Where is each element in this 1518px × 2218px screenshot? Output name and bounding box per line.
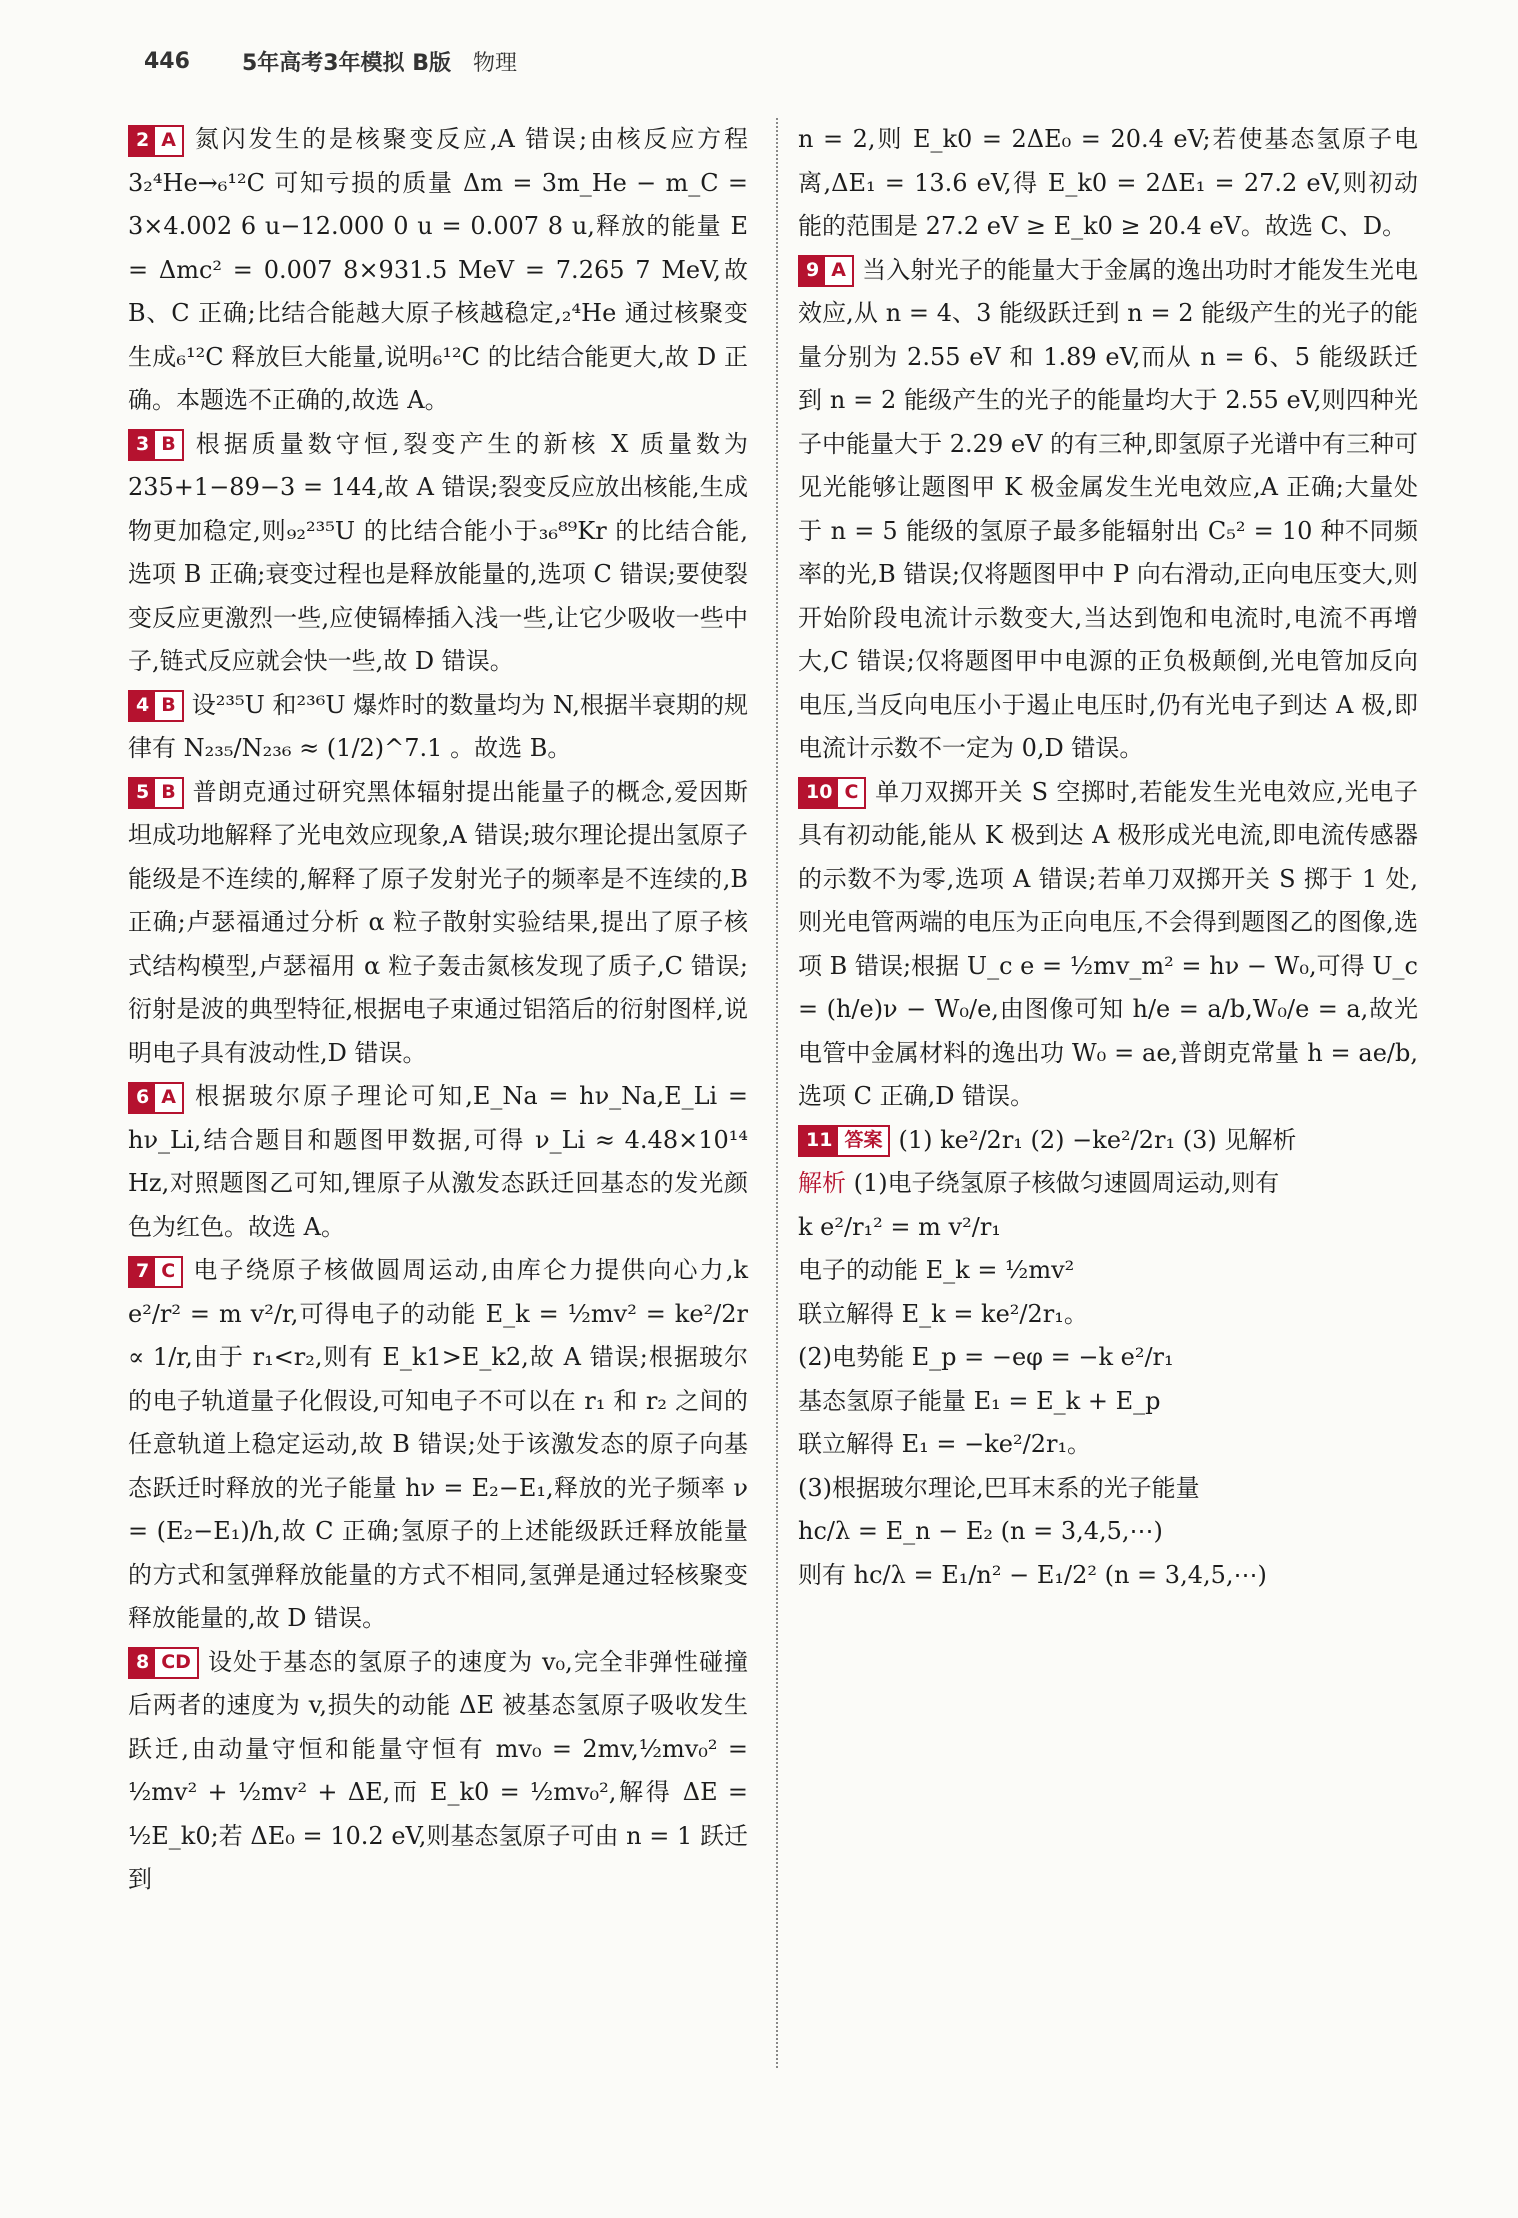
answer-text: 电子绕原子核做圆周运动,由库仑力提供向心力,k e²/r² = m v²/r,可得电子的动能 E_k = ½mv² = ke²/2r ∝ 1/r,由于 r₁<r₂,则有 E_k1>E_k2,故 A 错误;根据玻尔的电子轨道量子化假设,可知电子不可以在 r₁ 和 r₂ 之间的任意轨道上稳定运动,故 B 错误;处于该激发态的原子向基态跃迁时释放的光子能量 hν = E₂−E₁,释放的光子频率 ν = (E₂−E₁)/h,故 C 正确;氢原子的上述能级跃迁释放能量的方式和氢弹释放能量的方式不相同,氢弹是通过轻核聚变释放能量的,故 D 错误。 [128, 1256, 748, 1632]
analysis-block [798, 1162, 1418, 1206]
answer-5 [128, 771, 748, 1076]
answer-text: 根据玻尔原子理论可知,E_Na = hν_Na,E_Li = hν_Li,结合题目和题图甲数据,可得 ν_Li ≈ 4.48×10¹⁴ Hz,对照题图乙可知,锂原子从激发态跃迁回基态的发光颜色为红色。故选 A。 [128, 1082, 748, 1241]
equation-line: 基态氢原子能量 E₁ = E_k + E_p [798, 1386, 1161, 1415]
equation-line: 电子的动能 E_k = ½mv² [798, 1256, 1075, 1284]
answer-4 [128, 684, 748, 771]
page-header [144, 36, 517, 86]
answer-8 [128, 1641, 748, 1902]
question-badge: 4 B [128, 690, 184, 722]
answer-text: 普朗克通过研究黑体辐射提出能量子的概念,爱因斯坦成功地解释了光电效应现象,A 错误;玻尔理论提出氢原子能级是不连续的,解释了原子发射光子的频率是不连续的,B 正确;卢瑟福通过分析 α 粒子散射实验结果,提出了原子核式结构模型,卢瑟福用 α 粒子轰击氮核发现了质子,C 错误;衍射是波的典型特征,根据电子束通过铝箔后的衍射图样,说明电子具有波动性,D 错误。 [128, 777, 748, 1067]
answer-3 [128, 423, 748, 684]
equation-line: 联立解得 E₁ = −ke²/2r₁。 [798, 1430, 1092, 1458]
analysis-label: 解析 [798, 1169, 846, 1197]
equation-line: 联立解得 E_k = ke²/2r₁。 [798, 1299, 1088, 1328]
answer-6 [128, 1075, 748, 1249]
left-column [128, 118, 748, 1902]
page-number: 446 [144, 48, 190, 74]
answer-text: 根据质量数守恒,裂变产生的新核 X 质量数为 235+1−89−3 = 144,故 A 错误;裂变反应放出核能,生成物更加稳定,则₉₂²³⁵U 的比结合能小于₃₆⁸⁹Kr 的比结合能,选项 B 正确;衰变过程也是释放能量的,选项 C 错误;要使裂变反应更激烈一些,应使镉棒插入浅一些,让它少吸收一些中子,链式反应就会快一些,故 D 错误。 [128, 429, 748, 675]
question-badge: 10 C [798, 777, 866, 809]
answer-text: 设²³⁵U 和²³⁶U 爆炸时的数量均为 N,根据半衰期的规律有 N₂₃₅/N₂₃₆ ≈ (1/2)^7.1 。故选 B。 [128, 690, 748, 762]
equation-line: (2)电势能 E_p = −eφ = −k e²/r₁ [798, 1343, 1174, 1371]
answer-11 [798, 1119, 1418, 1163]
subject-label: 物理 [472, 50, 517, 76]
question-badge: 2 A [128, 125, 184, 157]
answer-10 [798, 771, 1418, 1119]
question-badge: 9 A [798, 255, 854, 287]
equation-line: hc/λ = E_n − E₂ (n = 3,4,5,⋯) [798, 1517, 1163, 1545]
equation-line: k e²/r₁² = m v²/r₁ [798, 1212, 1001, 1241]
answer-text: 设处于基态的氢原子的速度为 v₀,完全非弹性碰撞后两者的速度为 v,损失的动能 ΔE 被基态氢原子吸收发生跃迁,由动量守恒和能量守恒有 mv₀ = 2mv,½mv₀² = ½mv² + ½mv² + ΔE,而 E_k0 = ½mv₀²,解得 ΔE = ½E_k0;若 ΔE₀ = 10.2 eV,则基态氢原子可由 n = 1 跃迁到 [128, 1647, 748, 1893]
answer-9 [798, 249, 1418, 771]
answer-text: 氮闪发生的是核聚变反应,A 错误;由核反应方程 3₂⁴He→₆¹²C 可知亏损的质量 Δm = 3m_He − m_C = 3×4.002 6 u−12.000 0 u = 0.007 8 u,释放的能量 E = Δmc² = 0.007 8×931.5 MeV = 7.265 7 MeV,故 B、C 正确;比结合能越大原子核越稳定,₂⁴He 通过核聚变生成₆¹²C 释放巨大能量,说明₆¹²C 的比结合能更大,故 D 正确。本题选不正确的,故选 A。 [128, 125, 748, 414]
question-badge: 3 B [128, 429, 184, 461]
answer-text: 单刀双掷开关 S 空掷时,若能发生光电效应,光电子具有初动能,能从 K 极到达 A 极形成光电流,即电流传感器的示数不为零,选项 A 错误;若单刀双掷开关 S 掷于 1 处,则光电管两端的电压为正向电压,不会得到题图乙的图像,选项 B 错误;根据 U_c e = ½mv_m² = hν − W₀,可得 U_c = (h/e)ν − W₀/e,由图像可知 h/e = a/b,W₀/e = a,故光电管中金属材料的逸出功 W₀ = ae,普朗克常量 h = ae/b,选项 C 正确,D 错误。 [798, 777, 1418, 1110]
answer-8-continued: n = 2,则 E_k0 = 2ΔE₀ = 20.4 eV;若使基态氢原子电离,ΔE₁ = 13.6 eV,得 E_k0 = 2ΔE₁ = 27.2 eV,则初动能的范围是 27.2 eV ≥ E_k0 ≥ 20.4 eV。故选 C、D。 [798, 125, 1418, 240]
answer-2 [128, 118, 748, 423]
question-badge: 8 CD [128, 1647, 199, 1679]
right-column [798, 118, 1418, 1597]
equation-line: 则有 hc/λ = E₁/n² − E₁/2² (n = 3,4,5,⋯) [798, 1560, 1267, 1589]
question-badge: 6 A [128, 1082, 184, 1114]
answer-7 [128, 1249, 748, 1641]
book-title: 5年高考3年模拟 B版 [241, 50, 451, 76]
analysis-line: (1)电子绕氢原子核做匀速圆周运动,则有 [853, 1169, 1280, 1197]
question-badge: 11 答案 [798, 1125, 890, 1157]
answer-text: 当入射光子的能量大于金属的逸出功时才能发生光电效应,从 n = 4、3 能级跃迁到 n = 2 能级产生的光子的能量分别为 2.55 eV 和 1.89 eV,而从 n = 6、5 能级跃迁到 n = 2 能级产生的光子的能量均大于 2.55 eV,则四种光子中能量大于 2.29 eV 的有三种,即氢原子光谱中有三种可见光能够让题图甲 K 极金属发生光电效应,A 正确;大量处于 n = 5 能级的氢原子最多能辐射出 C₅² = 10 种不同频率的光,B 错误;仅将题图甲中 P 向右滑动,正向电压变大,则开始阶段电流计示数变大,当达到饱和电流时,电流不再增大,C 错误;仅将题图甲中电源的正负极颠倒,光电管加反向电压,当反向电压小于遏止电压时,仍有光电子到达 A 极,即电流计示数不一定为 0,D 错误。 [798, 255, 1418, 762]
question-badge: 7 C [128, 1256, 183, 1288]
equation-line: (3)根据玻尔理论,巴耳末系的光子能量 [798, 1473, 1200, 1502]
answer-summary: (1) ke²/2r₁ (2) −ke²/2r₁ (3) 见解析 [898, 1125, 1297, 1154]
question-badge: 5 B [128, 777, 184, 809]
column-divider [776, 118, 778, 2068]
